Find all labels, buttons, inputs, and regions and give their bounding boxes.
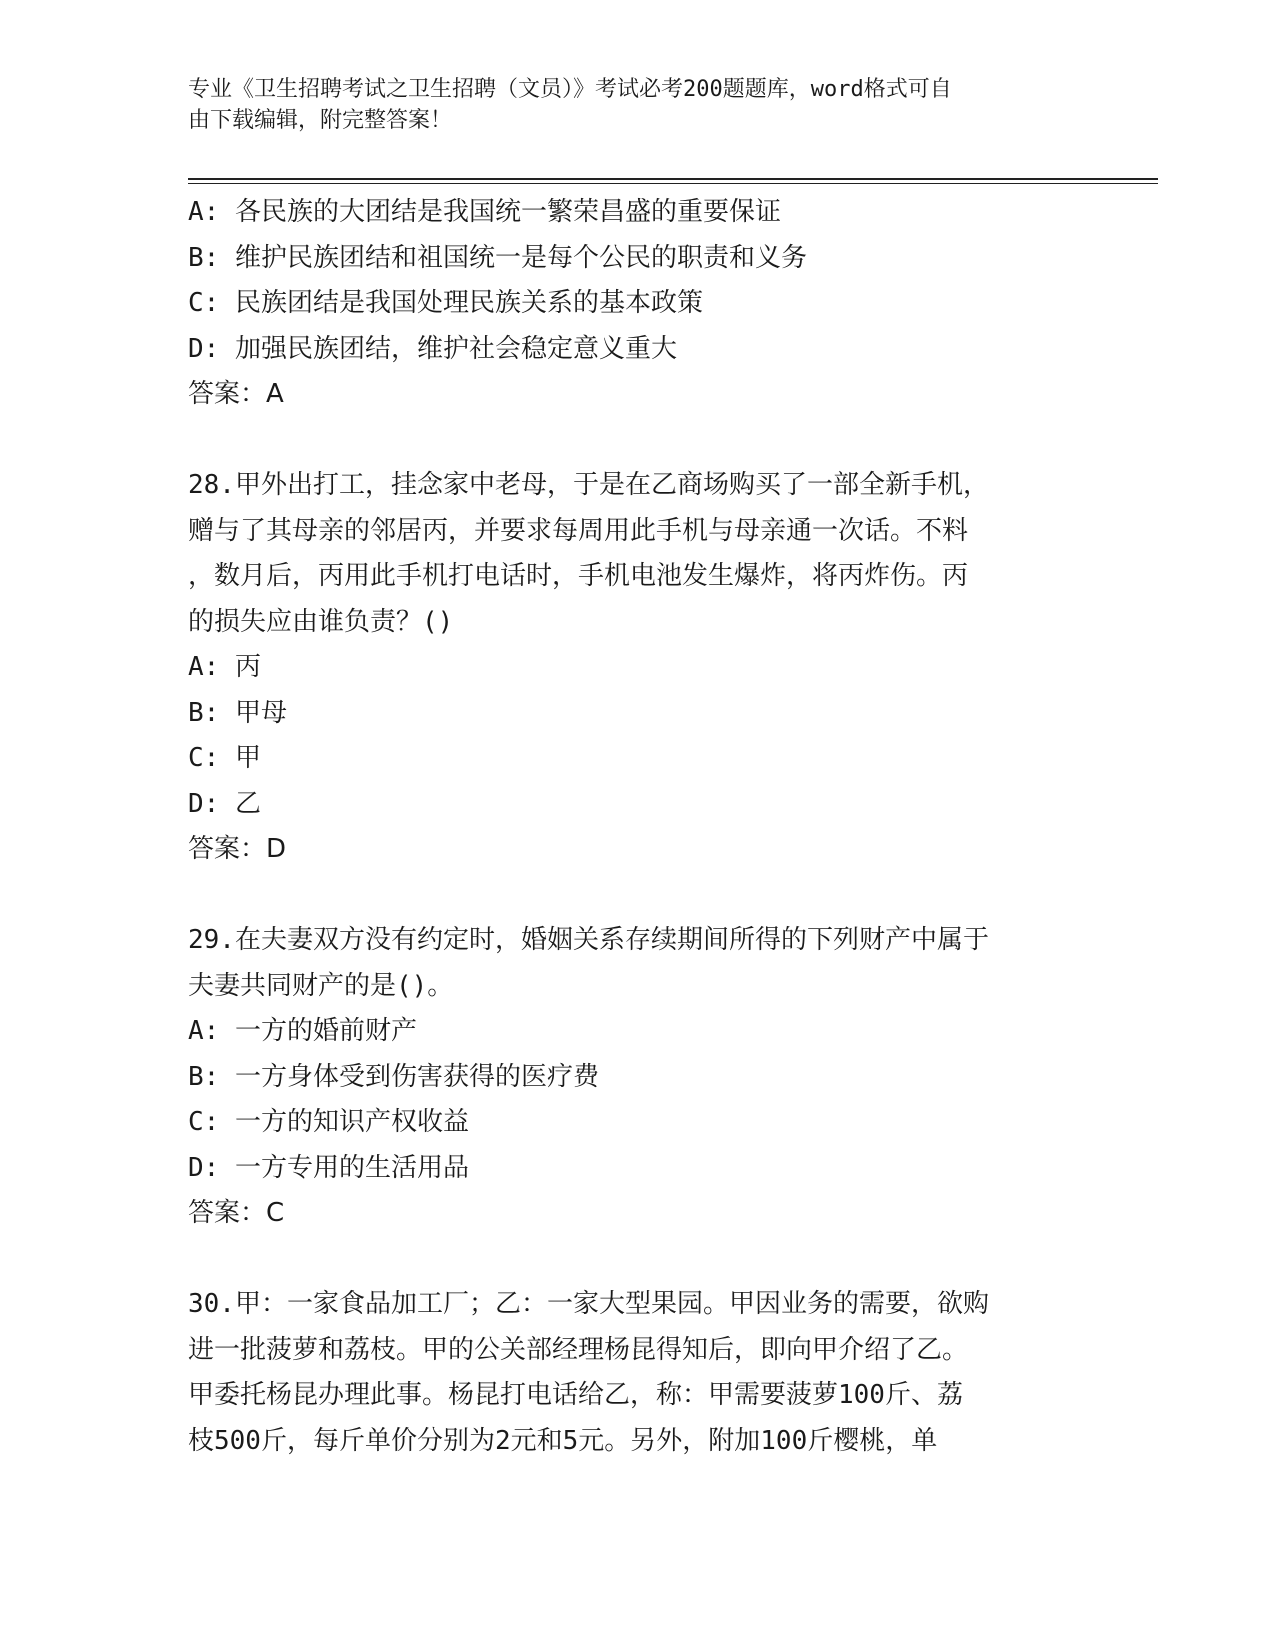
option-c: C: 甲 xyxy=(188,743,261,773)
header-line-1: 专业《卫生招聘考试之卫生招聘（文员）》考试必考200题题库，word格式可自 xyxy=(188,77,952,102)
question-text-line: 夫妻共同财产的是()。 xyxy=(188,970,454,1001)
option-b: B: 甲母 xyxy=(188,697,287,728)
question-text-line: 30.甲：一家食品加工厂；乙：一家大型果园。甲因业务的需要，欲购 xyxy=(188,1289,989,1319)
answer-line: 答案：A xyxy=(188,379,284,409)
question-list xyxy=(188,190,1088,1464)
answer-line: 答案：D xyxy=(188,834,287,864)
question-28 xyxy=(188,463,1088,873)
question-text-line: 甲委托杨昆办理此事。杨昆打电话给乙，称：甲需要菠萝100斤、荔 xyxy=(188,1380,963,1410)
option-d: D: 加强民族团结，维护社会稳定意义重大 xyxy=(188,333,677,364)
question-29 xyxy=(188,918,1088,1237)
option-c: C: 一方的知识产权收益 xyxy=(188,1107,469,1137)
option-a: A: 一方的婚前财产 xyxy=(188,1016,417,1046)
option-b: B: 维护民族团结和祖国统一是每个公民的职责和义务 xyxy=(188,242,807,273)
question-text-line: 的损失应由谁负责？() xyxy=(188,606,454,637)
option-c: C: 民族团结是我国处理民族关系的基本政策 xyxy=(188,288,703,318)
question-text-line: ，数月后，丙用此手机打电话时，手机电池发生爆炸，将丙炸伤。丙 xyxy=(188,561,969,591)
question-30 xyxy=(188,1282,1088,1464)
header-divider-thin xyxy=(188,183,1158,184)
question-text-line: 赠与了其母亲的邻居丙，并要求每周用此手机与母亲通一次话。不料 xyxy=(188,515,969,546)
header-divider-thick xyxy=(188,178,1158,180)
header-line-2: 由下载编辑，附完整答案！ xyxy=(188,108,453,133)
question-text-line: 29.在夫妻双方没有约定时，婚姻关系存续期间所得的下列财产中属于 xyxy=(188,925,989,955)
option-d: D: 一方专用的生活用品 xyxy=(188,1152,469,1183)
option-b: B: 一方身体受到伤害获得的医疗费 xyxy=(188,1061,599,1092)
option-d: D: 乙 xyxy=(188,788,261,819)
question-text-line: 枝500斤，每斤单价分别为2元和5元。另外，附加100斤樱桃，单 xyxy=(188,1425,938,1456)
answer-line: 答案：C xyxy=(188,1198,285,1228)
question-27 xyxy=(188,190,1088,418)
question-text-line: 进一批菠萝和荔枝。甲的公关部经理杨昆得知后，即向甲介绍了乙。 xyxy=(188,1334,969,1365)
option-a: A: 各民族的大团结是我国统一繁荣昌盛的重要保证 xyxy=(188,197,781,227)
document-header xyxy=(188,74,1068,136)
option-a: A: 丙 xyxy=(188,652,261,682)
question-text-line: 28.甲外出打工，挂念家中老母，于是在乙商场购买了一部全新手机， xyxy=(188,470,989,500)
